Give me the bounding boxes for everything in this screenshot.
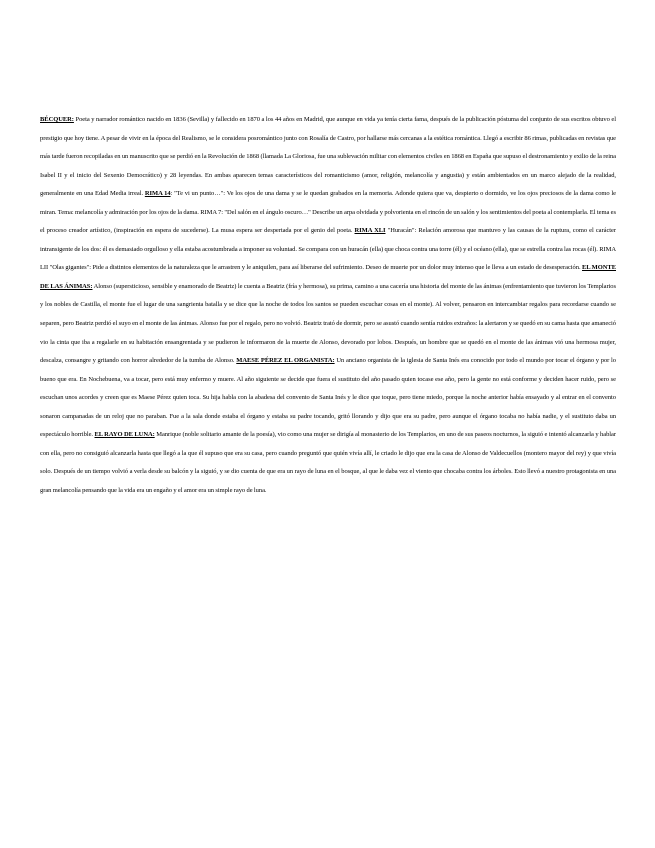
text-segment-1: Poeta y narrador romántico nacido en 1836 (Sevilla) y fallecido en 1870 a los 44 años en Madrid, que aunque en vida ya tenía cierta fama, después de la publicación póstuma del conjunto de sus escritos obtuvo el prestigio que hoy tiene. A pesar de vivir en la época del Realismo, se le considera posromántico junto con Rosalía de Castro, por hallarse más cercanas a la estética romántica. Llegó a escribir 86 rimas, publicadas en revistas que más tarde fueron recopiladas en un manuscrito que se perdió en la Revolución de 1868 (llamada La Gloriosa, fue una sublevación militar con elementos civiles en 1868 en España que supuso el destronamiento y exilio de la reina Isabel II y el inicio del Sexenio Democrático) y 28 leyendas. En ambas aparecen temas característicos del romanticismo (amor, religión, melancolía y angustia) y están ambientados en un marco alejado de la realidad, generalmente en una Edad Media irreal. [40,116,616,198]
text-segment-2: : "Te vi un punto…": Ve los ojos de una dama y se le quedan grabados en la memoria. Adonde quiera que va, despierto o dormido, ve los ojos preciosos de la dama como le miran. Tema: melancolía y admiración por los ojos de la dama. RIMA 7: "Del salón en el ángulo oscuro…" Describe un arpa olvidada y polvorienta en el rincón de un salón y los sentimientos del poeta al contemplarla. El tema es el proceso creador artístico, (inspiración en espera de sucederse). La musa espera ser despertada por el genio del poeta. [40,190,616,235]
heading-rima-14: RIMA 14 [144,190,171,198]
heading-rayo-luna: EL RAYO DE LUNA: [94,431,155,439]
text-segment-4: Alonso (supersticioso, sensible y enamorado de Beatriz) le cuenta a Beatriz (fría y hermosa), su prima, camino a una cacería una historia del monte de las ánimas (enfrentamiento que tuvieron los Templarios y los nobles de Castilla, el monte fue el lugar de una sangrienta batalla y se dice que la noche de todos los santos se pueden escuchar cosas en el monte). Al volver, pensaron en intercambiar regalos para recordarse cuando se separen, pero Beatriz perdió el suyo en el monte de las ánimas. Alonso fue por el regalo, pero no volvió. Beatriz trató de dormir, pero se asustó cuando sentía ruidos extraños: la alertaron y se quedó en su cama hasta que amaneció vio la cinta que iba a regalarle en su habitación ensangrentada y se pudieron le informaron de la muerte de Alonso, devorado por lobos. Después, un hombre que se quedó en el monte de las ánimas vió una hermosa mujer, descalza, consangre y gritando con horror alrededor de la tumba de Alonso. [40,282,616,365]
heading-becquer: BÉCQUER: [40,116,74,123]
text-segment-3: "Huracán": Relación amorosa que mantuvo y las causas de la ruptura, como el carácter intransigente de los dos: él es demasiado orgulloso y ella estaba acostumbrada a imponer su voluntad. Se compara con un huracán (ella) que choca contra una torre (él) y el océano (ella), que se estrella contra las rocas (él). RIMA LII "Olas gigantes": Pide a distintos elementos de la naturaleza que le arrastren y le aniquilen, para así liberarse del sufrimiento. Deseo de muerte por un dolor muy intenso que le lleva a un estado de desesperación. [40,227,616,272]
text-segment-6: Manrique (noble solitario amante de la poesía), vio como una mujer se dirigía al monasterio de los Templarios, en uno de sus paseos nocturnos, la siguió e intentó alcanzarla y hablar con ella, pero no consiguió alcanzarla hasta que llegó a la que él supuso que era su casa, pero cuando preguntó que quién vivía allí, le criado le dijo que era la casa de Alonso de Valdecuellos (montero mayor del rey) y que vivía solo. Después de un tiempo volvió a verla desde su balcón y la siguió, y se dio cuenta de que era un rayo de luna en el bosque, al que le daba vez el viento que chocaba contra los árboles. Esto llevó a nuestro protagonista en una gran melancolía pensando que la vida era un engaño y el amor era un simple rayo de luna. [40,431,616,494]
heading-rima-xli: RIMA XLI [354,227,386,235]
heading-monte-animas: EL MONTE DE LAS ÁNIMAS: [40,264,616,290]
summary-paragraph [40,111,616,500]
heading-maese-perez: MAESE PÉREZ EL ORGANISTA: [236,357,335,365]
document-body [40,111,616,500]
text-segment-5: Un anciano organista de la iglesia de Santa Inés era conocido por todo el mundo por tocar el órgano y por lo bueno que era. En Nochebuena, va a tocar, pero está muy enfermo y muere. Al año siguiente se decide que fuera el sustituto del año pasado quien tocase ese año, pero la gente no está conforme y deciden hacer ruido, pero se escuchan unos acordes y creen que es Maese Pérez quien toca. Su hija habla con la abadesa del convento de Santa Inés y le dice que toque, pero tiene miedo, porque la noche anterior había ensayado y al entrar en el convento sonaron campanadas de un reloj que no paraban. Fue a la sala donde estaba el órgano y estaba su padre tocando, gritó llorando y dijo que era su padre, pero aunque el órgano tocaba no había nadie, y el sustituto daba un espectáculo horrible. [40,357,616,439]
